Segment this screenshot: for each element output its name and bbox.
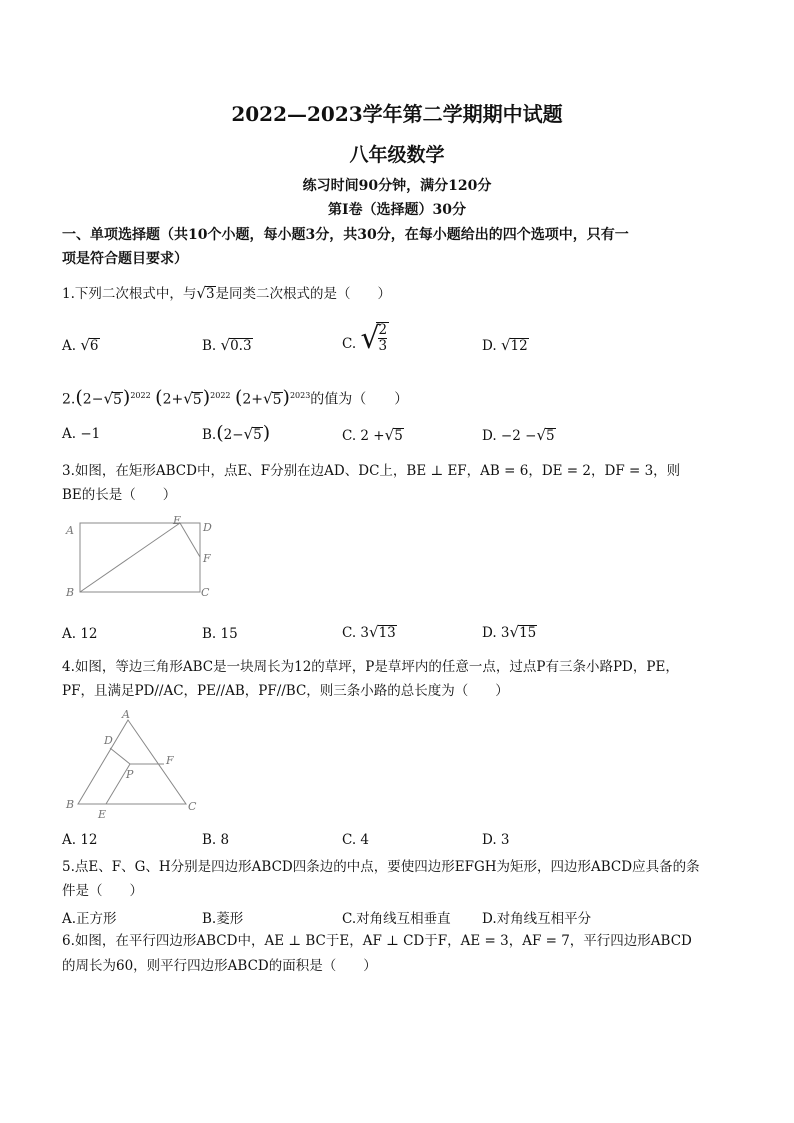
label-a: A	[122, 708, 130, 721]
q4-option-d[interactable]: D. 3	[482, 832, 510, 848]
q2-option-d[interactable]: D. −2 −√5	[482, 426, 555, 444]
label-a: A	[66, 524, 74, 537]
question-1-stem: 1.下列二次根式中，与√3是同类二次根式的是（ ）	[62, 284, 392, 302]
question-2-stem: $2.(2-√5)^{2022}$ $(2+√5)^{2022}$ $(2+√5)^{2023}$的值为（ ）	[62, 386, 409, 409]
q1-option-a[interactable]: A. √6	[62, 336, 99, 354]
question-5-stem-line2: 件是（ ）	[62, 883, 143, 899]
question-3-stem-line2: BE的长是（ ）	[62, 487, 177, 503]
q5-option-d[interactable]: D.对角线互相平分	[482, 911, 592, 927]
question-5-stem-line1: 5.点E、F、G、H分别是四边形ABCD四条边的中点，要使四边形EFGH为矩形，四边形ABCD应具备的条	[62, 859, 700, 875]
sqrt-3: 3	[205, 286, 215, 302]
segment-be	[80, 523, 180, 592]
q1-option-b[interactable]: B. √0.3	[202, 336, 252, 354]
rectangle-abcd	[80, 523, 200, 592]
question-6-stem-line2: 的周长为60，则平行四边形ABCD的面积是（ ）	[62, 958, 377, 974]
label-d: D	[104, 734, 113, 747]
q5-option-b[interactable]: B.菱形	[202, 911, 244, 927]
label-e: E	[173, 514, 182, 527]
q2-option-a[interactable]: A. −1	[62, 426, 101, 442]
question-4-stem-line1: 4.如图，等边三角形ABC是一块周长为12的草坪，P是草坪内的任意一点，过点P有三条小路PD，PE，	[62, 659, 679, 675]
q3-option-a[interactable]: A. 12	[62, 626, 98, 642]
q3-option-c[interactable]: C. 3√13	[342, 623, 396, 641]
section-heading-line2: 项是符合题目要求）	[62, 251, 188, 267]
label-b: B	[66, 798, 75, 811]
rectangle-figure	[62, 514, 222, 604]
q5-option-c[interactable]: C.对角线互相垂直	[342, 911, 451, 927]
q4-option-a[interactable]: A. 12	[62, 832, 98, 848]
q4-option-b[interactable]: B. 8	[202, 832, 230, 848]
question-6-stem-line1: 6.如图，在平行四边形ABCD中，AE ⊥ BC于E，AF ⊥ CD于F，AE = 3，AF = 7，平行四边形ABCD	[62, 933, 692, 949]
q1-option-d[interactable]: D. √12	[482, 336, 528, 354]
question-3-stem-line1: 3.如图，在矩形ABCD中，点E、F分别在边AD、DC上，BE ⊥ EF，AB = 6，DE = 2，DF = 3，则	[62, 463, 681, 479]
exam-info: 练习时间90分钟，满分120分	[302, 178, 492, 194]
label-b: B	[66, 586, 75, 599]
part-title: 第Ⅰ卷（选择题）30分	[327, 202, 467, 218]
q2-option-b[interactable]: B.(2−√5)	[202, 422, 271, 444]
exam-title: 2022—2023学年第二学期期中试题	[231, 102, 563, 126]
q1-option-c[interactable]: C. √ $\frac{2}{3}$	[342, 321, 388, 356]
q3-option-b[interactable]: B. 15	[202, 626, 238, 642]
segment-ef	[180, 523, 200, 557]
label-f: F	[166, 754, 174, 767]
question-4-stem-line2: PF，且满足PD//AC，PE//AB，PF//BC，则三条小路的总长度为（ ）	[62, 683, 509, 699]
subject-title: 八年级数学	[349, 144, 445, 166]
q4-option-c[interactable]: C. 4	[342, 832, 370, 848]
q5-option-a[interactable]: A.正方形	[62, 911, 117, 927]
segment-pd	[110, 748, 130, 764]
label-f: F	[203, 552, 211, 565]
section-heading-line1: 一、单项选择题（共10个小题，每小题3分，共30分，在每小题给出的四个选项中，只有一	[62, 227, 629, 243]
label-e: E	[98, 808, 107, 821]
label-p: P	[126, 768, 134, 781]
label-d: D	[203, 521, 212, 534]
q3-option-d[interactable]: D. 3√15	[482, 623, 537, 641]
q2-option-c[interactable]: C. 2 +√5	[342, 426, 403, 444]
label-c: C	[188, 800, 197, 813]
triangle-figure	[62, 706, 212, 822]
label-c: C	[201, 586, 210, 599]
